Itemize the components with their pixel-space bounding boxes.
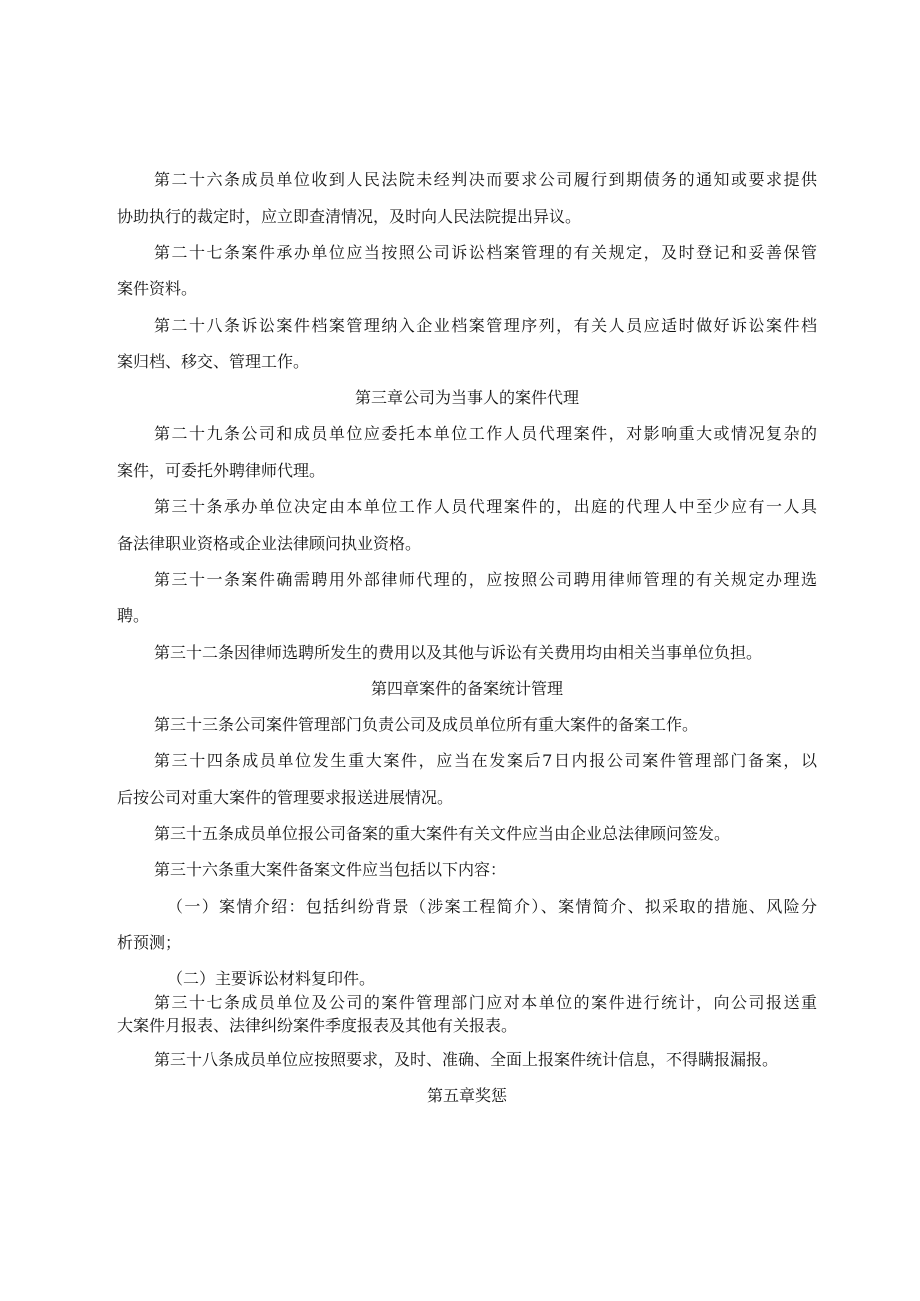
item-1-line-1: （一）案情介绍：包括纠纷背景（涉案工程简介）、案情简介、拟采取的措施、风险分 xyxy=(167,897,817,916)
article-30-line-2: 备法律职业资格或企业法律顾问执业资格。 xyxy=(117,534,422,553)
article-35-line-1: 第三十五条成员单位报公司备案的重大案件有关文件应当由企业总法律顾问签发。 xyxy=(154,824,731,843)
article-37-line-1: 第三十七条成员单位及公司的案件管理部门应对本单位的案件进行统计，向公司报送重 xyxy=(154,993,817,1012)
article-28-line-2: 案归档、移交、管理工作。 xyxy=(117,352,310,371)
article-33-line-1: 第三十三条公司案件管理部门负责公司及成员单位所有重大案件的备案工作。 xyxy=(154,715,699,734)
chapter-5-heading: 第五章奖惩 xyxy=(426,1086,507,1105)
article-34-line-2: 后按公司对重大案件的管理要求报送进展情况。 xyxy=(117,788,454,807)
article-27-line-2: 案件资料。 xyxy=(117,279,198,298)
article-29-line-1: 第二十九条公司和成员单位应委托本单位工作人员代理案件，对影响重大或情况复杂的 xyxy=(154,424,817,443)
item-2-line-1: （二）主要诉讼材料复印件。 xyxy=(167,969,376,988)
article-29-line-2: 案件，可委托外聘律师代理。 xyxy=(117,461,326,480)
article-34-line-1: 第三十四条成员单位发生重大案件，应当在发案后7日内报公司案件管理部门备案，以 xyxy=(154,751,817,770)
article-36-line-1: 第三十六条重大案件备案文件应当包括以下内容： xyxy=(154,860,507,879)
article-26-line-2: 协助执行的裁定时，应立即查清情况，及时向人民法院提出异议。 xyxy=(117,207,582,226)
chapter-3-heading: 第三章公司为当事人的案件代理 xyxy=(354,388,579,407)
article-28-line-1: 第二十八条诉讼案件档案管理纳入企业档案管理序列，有关人员应适时做好诉讼案件档 xyxy=(154,316,817,335)
article-31-line-1: 第三十一条案件确需聘用外部律师代理的，应按照公司聘用律师管理的有关规定办理选 xyxy=(154,570,817,589)
article-27-line-1: 第二十七条案件承办单位应当按照公司诉讼档案管理的有关规定，及时登记和妥善保管 xyxy=(154,243,817,262)
item-1-line-2: 析预测； xyxy=(117,933,182,952)
article-31-line-2: 聘。 xyxy=(117,606,150,625)
article-26-line-1: 第二十六条成员单位收到人民法院未经判决而要求公司履行到期债务的通知或要求提供 xyxy=(154,170,817,189)
article-37-line-2: 大案件月报表、法律纠纷案件季度报表及其他有关报表。 xyxy=(117,1016,518,1035)
article-32-line-1: 第三十二条因律师选聘所发生的费用以及其他与诉讼有关费用均由相关当事单位负担。 xyxy=(154,643,763,662)
chapter-4-heading: 第四章案件的备案统计管理 xyxy=(370,679,563,698)
article-38-line-1: 第三十八条成员单位应按照要求，及时、准确、全面上报案件统计信息，不得瞒报漏报。 xyxy=(154,1050,779,1069)
article-30-line-1: 第三十条承办单位决定由本单位工作人员代理案件的，出庭的代理人中至少应有一人具 xyxy=(154,497,817,516)
